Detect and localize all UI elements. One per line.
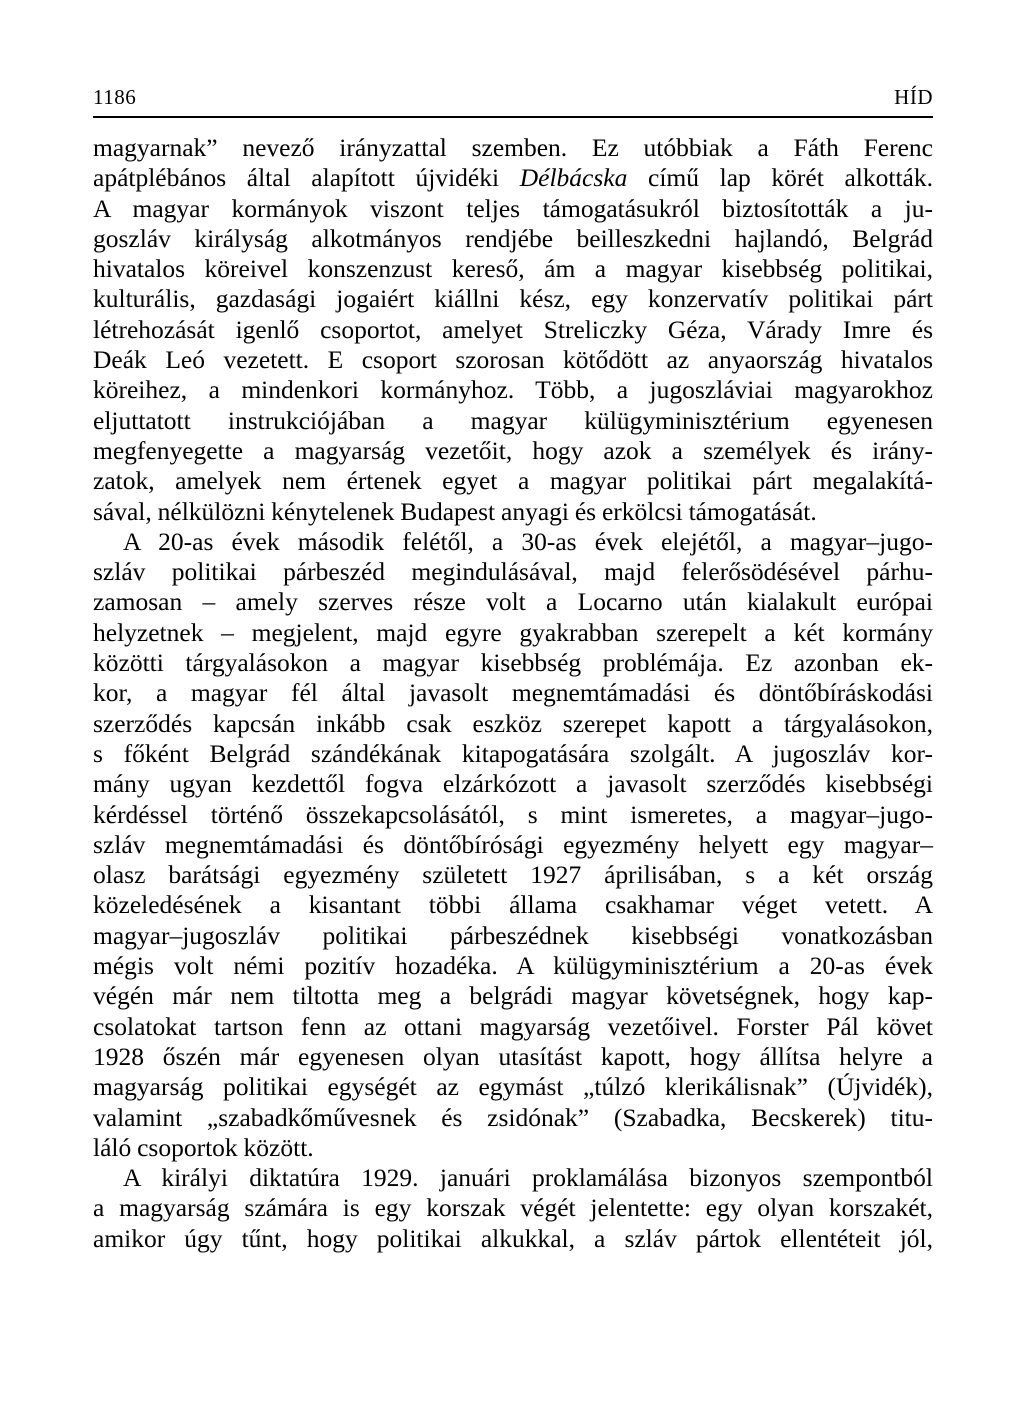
text-line: magyar–jugoszláv politikai párbeszédnek kisebbségi vonatkozásban [93,920,933,950]
text-line: mégis volt némi pozitív hozadéka. A külügyminisztérium a 20-as évek [93,951,933,981]
text-line: zatok, amelyek nem értenek egyet a magyar politikai párt megalakítá- [93,466,933,496]
text-line: helyzetnek – megjelent, majd egyre gyakrabban szerepelt a két kormány [93,617,933,647]
text-line: köreihez, a mindenkori kormányhoz. Több, a jugoszláviai magyarokhoz [93,375,933,405]
text-line: közeledésének a kisantant többi állama csakhamar véget vetett. A [93,890,933,920]
text-line: szláv megnemtámadási és döntőbírósági egyezmény helyett egy magyar– [93,829,933,859]
text-line: szerződés kapcsán inkább csak eszköz szerepet kapott a tárgyalásokon, [93,708,933,738]
text-line: létrehozását igenlő csoportot, amelyet Streliczky Géza, Várady Imre és [93,314,933,344]
text-line: A királyi diktatúra 1929. januári proklamálása bizonyos szempontból [123,1163,933,1193]
text-line: 1928 őszén már egyenesen olyan utasítást kapott, hogy állítsa helyre a [93,1041,933,1071]
paragraph-1 [93,133,933,527]
text-line: apátplébános által alapított újvidéki Délbácska című lap körét alkották. [93,163,933,193]
paragraph-2 [93,527,933,1163]
text-line: végén már nem tiltotta meg a belgrádi magyar követségnek, hogy kap- [93,981,933,1011]
text-line: csolatokat tartson fenn az ottani magyarság vezetőivel. Forster Pál követ [93,1011,933,1041]
text-line: magyarnak” nevező irányzattal szemben. Ez utóbbiak a Fáth Ferenc [93,133,933,162]
text-line: goszláv királyság alkotmányos rendjébe beilleszkedni hajlandó, Belgrád [93,223,933,253]
text-line: láló csoportok között. [93,1132,314,1162]
text-line: hivatalos köreivel konszenzust kereső, ám a magyar kisebbség politikai, [93,254,933,284]
page-number: 1186 [93,85,137,109]
text-line: valamint „szabadkőművesnek és zsidónak” (Szabadka, Becskerek) titu- [93,1102,933,1132]
text-line: zamosan – amely szerves része volt a Locarno után kialakult európai [93,587,933,617]
text-line: a magyarság számára is egy korszak végét jelentette: egy olyan korszakét, [93,1193,933,1223]
text-line: amikor úgy tűnt, hogy politikai alkukkal, a szláv pártok ellentéteit jól, [93,1223,933,1253]
text-line: kor, a magyar fél által javasolt megnemtámadási és döntőbíráskodási [93,678,933,708]
text-line: megfenyegette a magyarság vezetőit, hogy azok a személyek és irány- [93,435,933,465]
text-line: Deák Leó vezetett. E csoport szorosan kötődött az anyaország hivatalos [93,345,933,375]
body-text [93,133,933,1254]
text-line: eljuttatott instrukciójában a magyar külügyminisztérium egyenesen [93,405,933,435]
text-line: kérdéssel történő összekapcsolásától, s mint ismeretes, a magyar–jugo- [93,799,933,829]
text-line: szláv politikai párbeszéd megindulásával, majd felerősödésével párhu- [93,557,933,587]
text-line: A magyar kormányok viszont teljes támogatásukról biztosították a ju- [93,193,933,223]
paragraph-3 [93,1163,933,1254]
text-line: kulturális, gazdasági jogaiért kiállni kész, egy konzervatív politikai párt [93,284,933,314]
text-line: sával, nélkülözni kénytelenek Budapest anyagi és erkölcsi támogatását. [93,496,817,526]
text-line: közötti tárgyalásokon a magyar kisebbség problémája. Ez azonban ek- [93,648,933,678]
running-head [93,84,933,118]
text-line: magyarság politikai egységét az egymást „túlzó klerikálisnak” (Újvidék), [93,1072,933,1102]
journal-title: HÍD [894,85,933,109]
text-line: A 20-as évek második felétől, a 30-as évek elejétől, a magyar–jugo- [123,526,933,556]
text-line: s főként Belgrád szándékának kitapogatására szolgált. A jugoszláv kor- [93,738,933,768]
book-page [93,84,933,1254]
text-line: mány ugyan kezdettől fogva elzárkózott a javasolt szerződés kisebbségi [93,769,933,799]
text-line: olasz barátsági egyezmény született 1927 áprilisában, s a két ország [93,860,933,890]
journal-name-italic: Délbácska [519,163,628,193]
